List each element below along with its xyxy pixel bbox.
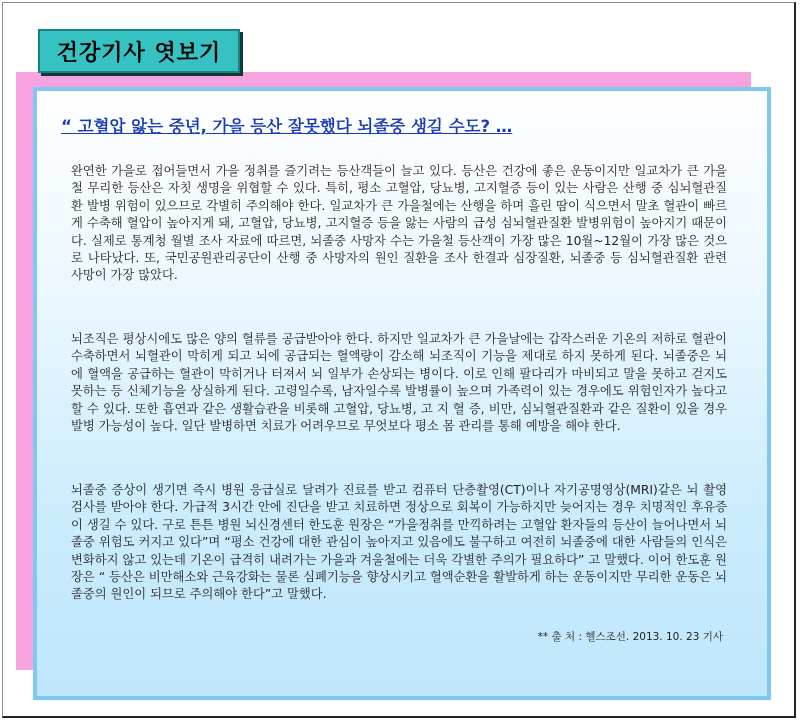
section-title: 건강기사 엿보기 [56,40,222,66]
article-paragraph-1: 완연한 가을로 접어들면서 가을 정취를 즐기려는 등산객들이 늘고 있다. 등산은 건강에 좋은 운동이지만 일교차가 큰 가을철 무리한 등산은 자칫 생명을 위협할 수 있다. 특히, 평소 고혈압, 당뇨병, 고지혈증 등이 있는 사람은 산행 중 심뇌혈관질환 발병 위험이 있으므로 각별히 주의해야 한다. 일교차가 큰 가을철에는 산행을 하며 흘린 땀이 식으면서 말초 혈관이 빠르게 수축해 혈압이 높아지게 돼, 고혈압, 당뇨병, 고지혈증 등을 앓는 사람의 급성 심뇌혈관질환 발병위험이 높아지기 때문이다. 실제로 통계청 월별 조사 자료에 따르면, 뇌졸중 사망자 수는 가을철 등산객이 가장 많은 10월~12월이 가장 많은 것으로 나타났다. 또, 국민공원관리공단이 산행 중 사망자의 원인 질환을 조사 한결과 심장질환, 뇌졸중 등 심뇌혈관질환 관련 사망이 가장 많았다. [71,164,727,283]
article-source: ** 출 처 : 헬스조선. 2013. 10. 23 기사 [537,631,723,643]
article-headline: “ 고혈압 앓는 중년, 가을 등산 잘못했다 뇌졸중 생길 수도? … [61,117,513,136]
article-box [33,87,771,700]
article-paragraph-3: 뇌졸중 증상이 생기면 즉시 병원 응급실로 달려가 진료를 받고 컴퓨터 단층촬영(CT)이나 자기공명영상(MRI)같은 뇌 촬영 검사를 받아야 한다. 가급적 3시간 안에 진단을 받고 치료하면 정상으로 회복이 가능하지만 늦어지는 경우 치명적인 후유증이 생길 수 있다. 구로 튼튼 병원 뇌신경센터 한도훈 원장은 “가을정취를 만끽하려는 고혈압 환자들의 등산이 늘어나면서 뇌졸중 위험도 커지고 있다”며 “평소 건강에 대한 관심이 높아지고 있음에도 불구하고 여전히 뇌졸중에 대한 사람들의 인식은 변화하지 않고 있는데 기온이 급격히 내려가는 가을과 겨울철에는 더욱 각별한 주의가 필요하다” 고 말했다. 이어 한도훈 원장은 “ 등산은 비만해소와 근육강화는 물론 심폐기능을 향상시키고 혈액순환을 활발하게 하는 운동이지만 무리한 운동은 뇌졸중의 원인이 되므로 주의해야 한다”고 말했다. [71,483,727,602]
article-paragraph-2: 뇌조직은 평상시에도 많은 양의 혈류를 공급받아야 한다. 하지만 일교차가 큰 가을날에는 갑작스러운 기온의 저하로 혈관이 수축하면서 뇌혈관이 막히게 되고 뇌에 공급되는 혈액량이 감소해 뇌조직이 기능을 제대로 하지 못하게 된다. 뇌졸중은 뇌에 혈액을 공급하는 혈관이 막히거나 터져서 뇌 일부가 손상되는 병이다. 이로 인해 팔다리가 마비되고 말을 못하고 걷지도 못하는 등 신체기능을 상실하게 된다. 고령일수록, 남자일수록 발병률이 높으며 가족력이 있는 경우에도 위험인자가 높다고 할 수 있다. 또한 흡연과 같은 생활습관을 비롯해 고혈압, 당뇨병, 고 지 혈 증, 비만, 심뇌혈관질환과 같은 질환이 있을 경우 발병 가능성이 높다. 일단 발병하면 치료가 어려우므로 무엇보다 평소 몸 관리를 통해 예방을 해야 한다. [71,332,727,434]
section-title-tag [38,29,240,73]
